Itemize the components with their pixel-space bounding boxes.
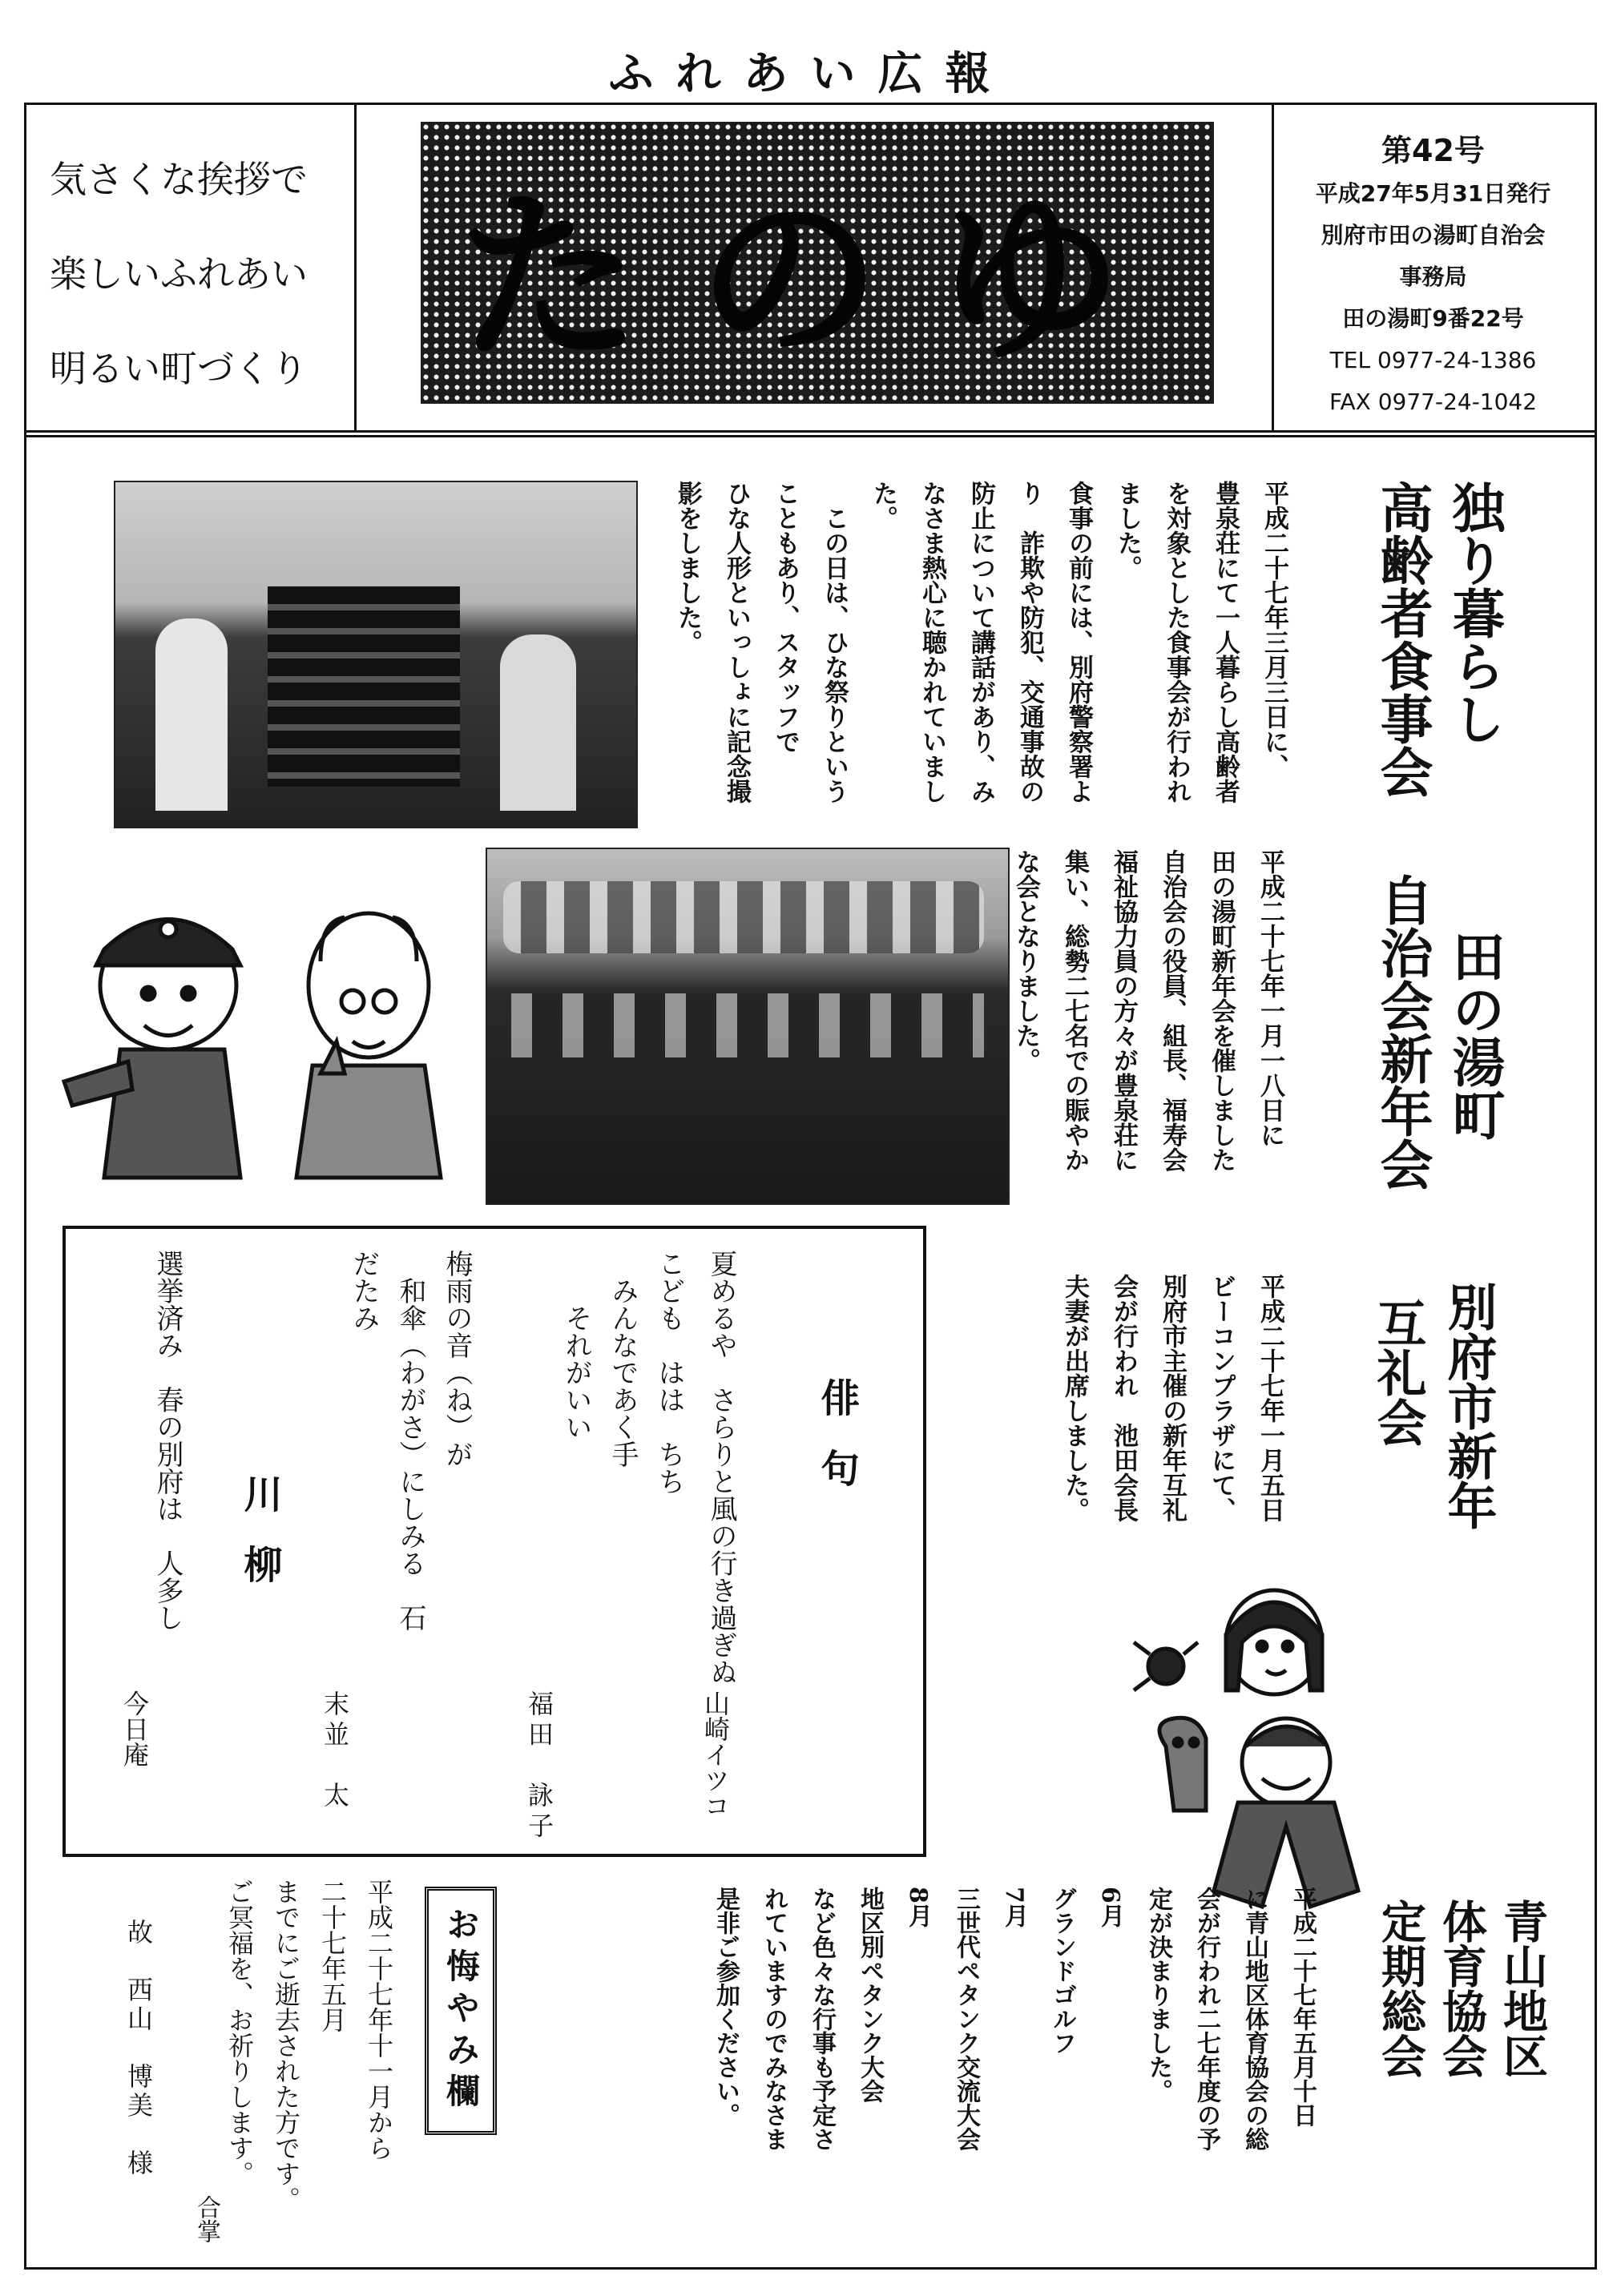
issue-fax: FAX 0977-24-1042	[1329, 389, 1538, 415]
aoyama-body-line: 平成二十七年五月十日	[1288, 1887, 1317, 2127]
aoyama-body-line: 8月	[904, 1887, 932, 1927]
condolence-closing: 合掌	[192, 2195, 220, 2243]
haiku-text: みんなであく手	[607, 1250, 639, 1468]
aoyama-body	[685, 1887, 1326, 2239]
elderly-body-line: 影をしました。	[673, 481, 702, 655]
elderly-body-line: 豊泉荘にて一人暮らし高齢者	[1211, 481, 1240, 804]
aoyama-title-line1: 青山地区	[1496, 1899, 1549, 2078]
senryu-heading: 川柳	[237, 1474, 282, 1615]
aoyama-title	[1370, 1899, 1553, 2243]
newyear-body-line: 自治会の役員、組長、福寿会	[1158, 849, 1187, 1172]
elderly-body-line: なさま熱心に聴かれていまし	[917, 481, 946, 804]
condolence-name: 故 西山 博美 様	[123, 1919, 154, 2178]
newyear-title	[1366, 873, 1510, 1274]
haiku-text: こども はは ちち	[653, 1250, 685, 1495]
condolence-line: 二十七年五月	[317, 1879, 348, 2032]
newyear-body	[1006, 849, 1294, 1234]
senryu-author: 今日庵	[119, 1690, 150, 1767]
aoyama-body-line: 是非ご参加ください。	[712, 1887, 740, 2127]
haiku-senryu-box	[63, 1226, 926, 1857]
beppu-title	[1362, 1282, 1503, 1634]
elderly-body-line: この日は、ひな祭りという	[820, 481, 849, 804]
beppu-body-line: 会が行われ 池田会長	[1109, 1274, 1138, 1522]
haiku-heading: 俳句	[814, 1378, 859, 1519]
elderly-body	[657, 481, 1298, 825]
series-title: ふれあい広報	[608, 47, 1013, 100]
issue-office: 事務局	[1399, 264, 1467, 290]
aoyama-body-line: 7月	[1000, 1887, 1028, 1927]
slogan-2: 楽しいふれあい	[50, 252, 308, 296]
condolence-line: までにご逝去された方です。	[271, 1879, 301, 2212]
aoyama-body-line: れていますのでみなさま	[760, 1887, 788, 2151]
elderly-body-line: ひな人形といっしょに記念撮	[722, 481, 751, 804]
issue-info	[1274, 128, 1592, 423]
issue-tel: TEL 0977-24-1386	[1329, 347, 1537, 373]
condolence-line: 平成二十七年十一月から	[364, 1879, 394, 2161]
issue-number: 第42号	[1381, 133, 1485, 168]
elderly-title-line2: 高齢者食事会	[1371, 481, 1433, 798]
elderly-body-line: 平成二十七年三月三日に、	[1260, 481, 1288, 779]
beppu-body-line: 夫妻が出席しました。	[1060, 1274, 1089, 1522]
elderly-body-line: 食事の前には、別府警察署よ	[1064, 481, 1093, 804]
beppu-title-line1: 別府市新年	[1439, 1282, 1498, 1530]
elderly-body-line: た。	[869, 481, 897, 530]
aoyama-body-line: グランドゴルフ	[1048, 1887, 1076, 2055]
haiku-author-1: 山崎イツコ	[700, 1690, 731, 1819]
slogans	[50, 132, 354, 416]
newyear-body-line: 平成二十七年一月一八日に	[1256, 849, 1284, 1147]
aoyama-body-line: に青山地区体育協会の総	[1240, 1887, 1268, 2151]
beppu-body-line: 平成二十七年一月五日	[1256, 1274, 1284, 1522]
aoyama-body-line: 6月	[1096, 1887, 1124, 1927]
issue-date: 平成27年5月31日発行	[1315, 180, 1551, 207]
elderly-body-line: こともあり、スタッフで	[771, 481, 800, 754]
elderly-title-line1: 独り暮らし	[1443, 481, 1506, 745]
haiku-text: 和傘（わがさ）にしみる 石だたみ	[348, 1250, 426, 1631]
newyear-body-line: な会となりました。	[1011, 849, 1040, 1073]
haiku-text: 梅雨の音（ね）が	[441, 1250, 473, 1468]
elderly-body-line: ました。	[1113, 481, 1142, 580]
aoyama-body-line: 地区別ペタンク大会	[856, 1887, 884, 2103]
senryu-text: 選挙済み 春の別府は 人多し	[151, 1250, 183, 1631]
haiku-text: 夏めるや さらりと風の行き過ぎぬ	[705, 1250, 737, 1686]
aoyama-body-line: 三世代ペタンク交流大会	[952, 1887, 980, 2151]
haiku-item-3	[341, 1250, 480, 1650]
newyear-body-line: 福祉協力員の方々が豊泉荘に	[1109, 849, 1138, 1172]
condolence-body	[216, 1879, 402, 2247]
slogan-3: 明るい町づくり	[50, 347, 308, 390]
photo-newyear-group	[486, 848, 1010, 1205]
beppu-body-line: 別府市主催の新年互礼	[1158, 1274, 1187, 1522]
elderly-body-line: り 詐欺や防犯、交通事故の	[1015, 481, 1044, 804]
masthead-logo	[421, 122, 1214, 404]
girl-boy-dog-illustration	[1118, 1570, 1382, 1923]
aoyama-body-line: 会が行われ二七年度の予	[1192, 1887, 1220, 2151]
beppu-body-line: ビーコンプラザにて、	[1207, 1274, 1236, 1522]
newyear-title-line1: 田の湯町	[1443, 929, 1506, 1141]
haiku-author-3: 末並 太	[320, 1690, 350, 1812]
beppu-title-line2: 互礼会	[1369, 1298, 1427, 1447]
condolence-line: ご冥福を、お祈りします。	[224, 1879, 255, 2186]
haiku-author-2: 福田 詠子	[524, 1690, 554, 1843]
aoyama-body-line: 定が決まりました。	[1144, 1887, 1172, 2103]
issue-address: 田の湯町9番22号	[1342, 305, 1524, 332]
elderly-body-line: を対象とした食事会が行われ	[1162, 481, 1191, 804]
logo-text: たのゆ	[456, 170, 1178, 387]
haiku-text: それがいい	[560, 1250, 592, 1440]
header-divider-left	[354, 105, 357, 432]
slogan-1: 気さくな挨拶で	[50, 158, 308, 201]
aoyama-title-line2: 体育協会	[1435, 1899, 1488, 2078]
haiku-item-2	[553, 1250, 692, 1650]
aoyama-body-line: など色々な行事も予定さ	[808, 1887, 836, 2151]
police-and-elder-illustration	[56, 873, 473, 1194]
issue-publisher: 別府市田の湯町自治会	[1321, 222, 1546, 248]
beppu-body	[1046, 1274, 1294, 1610]
photo-hina-dolls-group	[114, 481, 638, 828]
aoyama-title-line3: 定期総会	[1374, 1899, 1427, 2078]
newyear-body-line: 田の湯町新年会を催しました	[1207, 849, 1236, 1172]
elderly-body-line: 防止について講話があり、み	[966, 481, 995, 804]
newyear-title-line2: 自治会新年会	[1371, 873, 1433, 1190]
condolence-heading: お悔やみ欄	[425, 1887, 497, 2135]
newyear-body-line: 集い、総勢二七名での賑やか	[1060, 849, 1089, 1172]
